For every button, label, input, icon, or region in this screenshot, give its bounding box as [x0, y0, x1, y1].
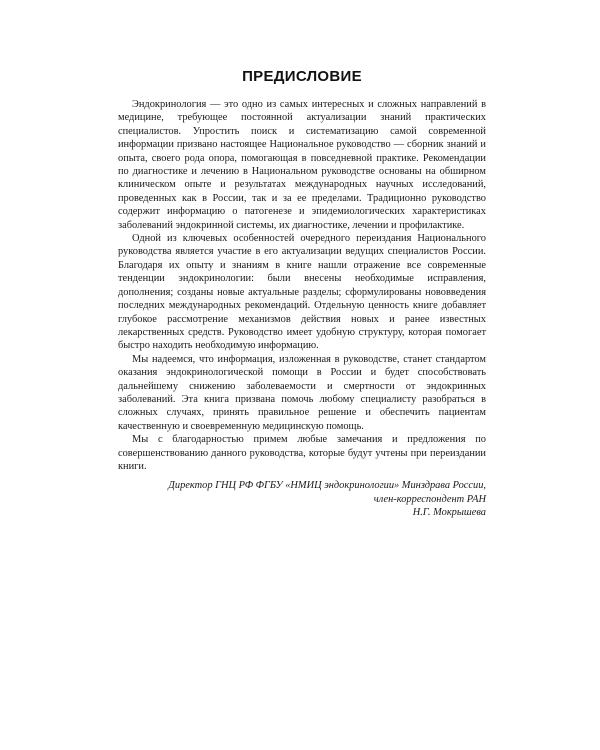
- paragraph-hopes: Мы надеемся, что информация, изложенная в руководстве, станет стандартом оказания эндокринологической помощи в России и будет способствовать дальнейшему снижению заболеваемости и смертности от эндокринных заболеваний. Эта книга призвана помочь любому специалисту разобраться в сложных случаях, принять правильное решение и обеспечить пациентам качественную и своевременную медицинскую помощь.: [118, 353, 486, 432]
- preface-page: [118, 68, 486, 520]
- signature-name: Н.Г. Мокрышева: [412, 507, 486, 519]
- paragraph-features: Одной из ключевых особенностей очередного переиздания Национального руководства является участие в его актуализации ведущих специалистов России. Благодаря их опыту и знаниям в книге нашли отражение все современные тенденции эндокринологии: были внесены необходимые исправления, дополнения; созданы новые актуальные разделы; сформулированы нововведения последних международных рекомендаций. Отдельную ценность книге добавляет глубокое рассмотрение механизмов действия новых и ранее известных лекарственных средств. Руководство имеет удобную структуру, которая помогает быстро находить необходимую информацию.: [118, 233, 486, 352]
- signature-position: Директор ГНЦ РФ ФГБУ «НМИЦ эндокринологии» Минздрава России,: [168, 480, 486, 492]
- signature-title: член-корреспондент РАН: [373, 493, 486, 505]
- paragraph-intro: Эндокринология — это одно из самых интересных и сложных направлений в медицине, требующее постоянной актуализации знаний практических специалистов. Упростить поиск и систематизацию самой современной информации призвано настоящее Национальное руководство — сборник знаний и опыта, своего рода опора, помогающая в повседневной практике. Рекомендации по диагностике и лечению в Национальном руководстве основаны на обширном клиническом опыте и результатах международных научных исследований, проведенных как в России, так и за ее пределами. Традиционно руководство содержит информацию о патогенезе и эпидемиологических характеристиках заболеваний эндокринной системы, их диагностике, лечении и профилактике.: [118, 99, 486, 231]
- signature-block: [118, 479, 486, 519]
- page-title: ПРЕДИСЛОВИЕ: [242, 68, 362, 85]
- paragraph-feedback: Мы с благодарностью примем любые замечания и предложения по совершенствованию данного руководства, которые будут учтены при переиздании книги.: [118, 434, 486, 472]
